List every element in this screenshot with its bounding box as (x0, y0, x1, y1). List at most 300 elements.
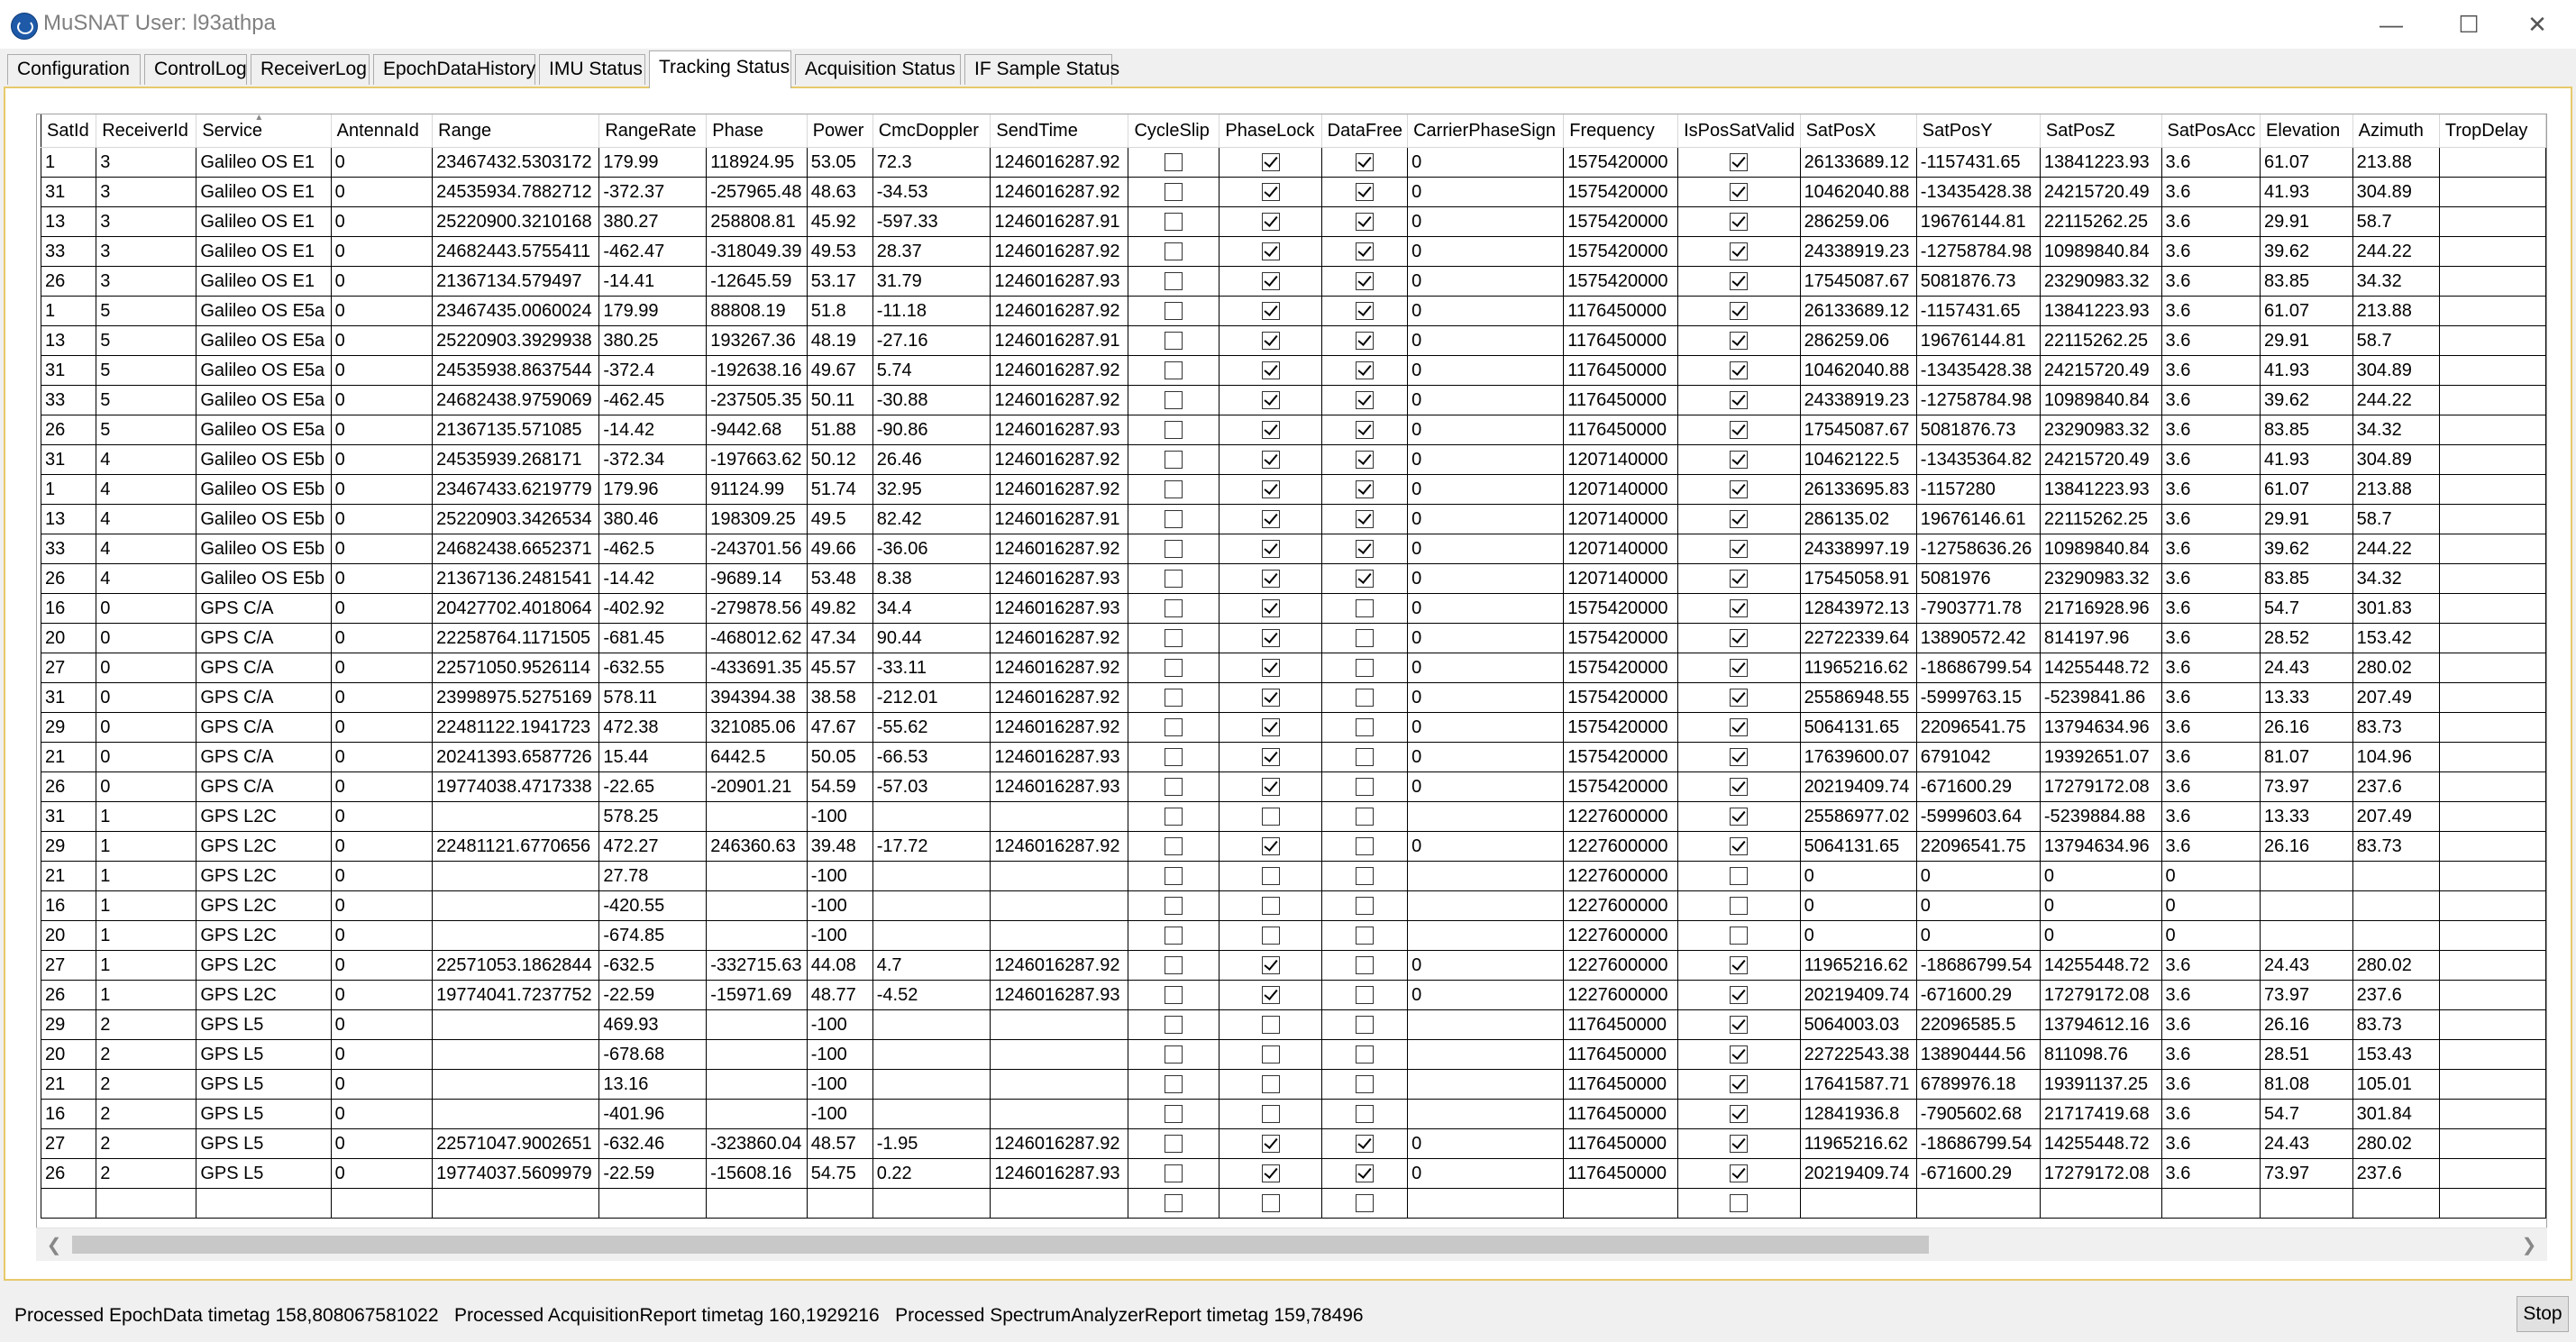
cell-elevation[interactable]: 61.07 (2261, 297, 2353, 326)
cell-satposx[interactable]: 10462040.88 (1800, 178, 1916, 207)
cell-satposy[interactable]: 0 (1916, 921, 2040, 951)
cell-satid[interactable]: 26 (41, 415, 96, 445)
cell-tropdelay[interactable] (2439, 564, 2545, 594)
phaselock-checkbox[interactable] (1262, 629, 1280, 647)
table-row[interactable] (41, 713, 2546, 743)
cell-elevation[interactable]: 41.93 (2261, 178, 2353, 207)
cell-carrierphasesign[interactable]: 0 (1408, 356, 1564, 386)
cell-service[interactable]: GPS C/A (196, 594, 331, 624)
cell-satposy[interactable]: 13890572.42 (1916, 624, 2040, 653)
cell-satid[interactable]: 13 (41, 207, 96, 237)
cell-satposx[interactable]: 17639600.07 (1800, 743, 1916, 772)
cell-phase[interactable]: 258808.81 (707, 207, 807, 237)
cell-satposy[interactable]: -671600.29 (1916, 1159, 2040, 1189)
datafree-checkbox[interactable] (1356, 927, 1374, 945)
cycleslip-checkbox[interactable] (1165, 1016, 1183, 1034)
cycleslip-checkbox[interactable] (1165, 451, 1183, 469)
cell-receiverid[interactable]: 5 (96, 356, 196, 386)
cell-antennaid[interactable]: 0 (331, 267, 433, 297)
cycleslip-checkbox[interactable] (1165, 242, 1183, 260)
cell-frequency[interactable]: 1207140000 (1564, 505, 1678, 534)
cell-tropdelay[interactable] (2439, 743, 2545, 772)
cell-receiverid[interactable]: 0 (96, 772, 196, 802)
cell-satposy[interactable]: 22096541.75 (1916, 832, 2040, 862)
cell-tropdelay[interactable] (2439, 921, 2545, 951)
cell-power[interactable]: 45.92 (807, 207, 872, 237)
cell-elevation[interactable]: 41.93 (2261, 445, 2353, 475)
cell-range[interactable]: 20241393.6587726 (433, 743, 599, 772)
cell-service[interactable]: GPS L5 (196, 1129, 331, 1159)
cell-satid[interactable]: 20 (41, 624, 96, 653)
cell-tropdelay[interactable] (2439, 237, 2545, 267)
phaselock-checkbox[interactable] (1262, 837, 1280, 855)
cell-carrierphasesign[interactable]: 0 (1408, 683, 1564, 713)
cell-sendtime[interactable] (991, 862, 1128, 891)
cell-phase[interactable]: -15971.69 (707, 981, 807, 1010)
cell-satposx[interactable]: 0 (1800, 862, 1916, 891)
cell-phase[interactable]: -9442.68 (707, 415, 807, 445)
cell-tropdelay[interactable] (2439, 862, 2545, 891)
table-row[interactable] (41, 237, 2546, 267)
ispossatvalid-checkbox[interactable] (1730, 689, 1748, 707)
cell-power[interactable]: 49.82 (807, 594, 872, 624)
cell-rangerate[interactable]: -372.37 (599, 178, 707, 207)
table-row[interactable] (41, 505, 2546, 534)
cell-carrierphasesign[interactable]: 0 (1408, 326, 1564, 356)
cell-azimuth[interactable]: 58.7 (2352, 505, 2439, 534)
datafree-checkbox[interactable] (1356, 599, 1374, 617)
datafree-checkbox[interactable] (1356, 570, 1374, 588)
cell-satposacc[interactable]: 3.6 (2161, 594, 2261, 624)
cycleslip-checkbox[interactable] (1165, 1164, 1183, 1182)
ispossatvalid-checkbox[interactable] (1730, 599, 1748, 617)
cell-antennaid[interactable]: 0 (331, 1040, 433, 1070)
cell-satposz[interactable]: 13794634.96 (2040, 713, 2161, 743)
cell-phase[interactable] (707, 1070, 807, 1100)
cell-satid[interactable]: 29 (41, 713, 96, 743)
cell-satid[interactable]: 31 (41, 802, 96, 832)
cell-rangerate[interactable] (599, 1189, 707, 1219)
cell-phase[interactable]: -332715.63 (707, 951, 807, 981)
cell-frequency[interactable]: 1227600000 (1564, 921, 1678, 951)
phaselock-checkbox[interactable] (1262, 867, 1280, 885)
cell-carrierphasesign[interactable]: 0 (1408, 1159, 1564, 1189)
cell-range[interactable]: 22481121.6770656 (433, 832, 599, 862)
cell-range[interactable]: 24535939.268171 (433, 445, 599, 475)
cell-power[interactable]: 47.67 (807, 713, 872, 743)
cell-cmcdoppler[interactable] (872, 1040, 991, 1070)
ispossatvalid-checkbox[interactable] (1730, 837, 1748, 855)
cell-satposy[interactable]: -12758784.98 (1916, 386, 2040, 415)
cell-tropdelay[interactable] (2439, 207, 2545, 237)
cell-carrierphasesign[interactable]: 0 (1408, 505, 1564, 534)
cell-satposacc[interactable]: 3.6 (2161, 534, 2261, 564)
cell-tropdelay[interactable] (2439, 505, 2545, 534)
table-row[interactable] (41, 832, 2546, 862)
cell-sendtime[interactable] (991, 891, 1128, 921)
cell-satid[interactable]: 16 (41, 891, 96, 921)
cell-antennaid[interactable]: 0 (331, 1159, 433, 1189)
cell-range[interactable]: 22571050.9526114 (433, 653, 599, 683)
cell-cmcdoppler[interactable] (872, 802, 991, 832)
cell-frequency[interactable]: 1227600000 (1564, 891, 1678, 921)
cell-phase[interactable] (707, 1189, 807, 1219)
datafree-checkbox[interactable] (1356, 480, 1374, 498)
cell-cmcdoppler[interactable]: -17.72 (872, 832, 991, 862)
cell-elevation[interactable]: 61.07 (2261, 475, 2353, 505)
tab-configuration[interactable]: Configuration (7, 54, 141, 85)
cell-azimuth[interactable]: 244.22 (2352, 386, 2439, 415)
cell-sendtime[interactable]: 1246016287.93 (991, 1159, 1128, 1189)
cell-satposacc[interactable]: 3.6 (2161, 297, 2261, 326)
cell-rangerate[interactable]: 179.99 (599, 297, 707, 326)
phaselock-checkbox[interactable] (1262, 272, 1280, 290)
cell-satposx[interactable]: 5064131.65 (1800, 713, 1916, 743)
phaselock-checkbox[interactable] (1262, 421, 1280, 439)
cell-tropdelay[interactable] (2439, 356, 2545, 386)
cell-range[interactable] (433, 862, 599, 891)
cell-cmcdoppler[interactable] (872, 921, 991, 951)
cell-satposz[interactable]: 21717419.68 (2040, 1100, 2161, 1129)
cell-receiverid[interactable]: 4 (96, 505, 196, 534)
cell-satposy[interactable]: 13890444.56 (1916, 1040, 2040, 1070)
ispossatvalid-checkbox[interactable] (1730, 718, 1748, 736)
cell-phase[interactable]: -243701.56 (707, 534, 807, 564)
ispossatvalid-checkbox[interactable] (1730, 659, 1748, 677)
cell-tropdelay[interactable] (2439, 981, 2545, 1010)
cell-satid[interactable]: 27 (41, 653, 96, 683)
ispossatvalid-checkbox[interactable] (1730, 153, 1748, 171)
cell-rangerate[interactable]: -14.42 (599, 415, 707, 445)
cell-antennaid[interactable]: 0 (331, 743, 433, 772)
cell-carrierphasesign[interactable]: 0 (1408, 534, 1564, 564)
cell-elevation[interactable]: 13.33 (2261, 802, 2353, 832)
cell-azimuth[interactable]: 237.6 (2352, 1159, 2439, 1189)
cell-range[interactable]: 24682438.6652371 (433, 534, 599, 564)
ispossatvalid-checkbox[interactable] (1730, 808, 1748, 826)
scroll-right-icon[interactable]: ❯ (2521, 1235, 2537, 1255)
cell-cmcdoppler[interactable]: -27.16 (872, 326, 991, 356)
cell-satposx[interactable]: 12841936.8 (1800, 1100, 1916, 1129)
cycleslip-checkbox[interactable] (1165, 421, 1183, 439)
cell-satposx[interactable]: 26133689.12 (1800, 297, 1916, 326)
cell-satposacc[interactable]: 3.6 (2161, 207, 2261, 237)
column-header-cmcdoppler[interactable] (872, 114, 991, 148)
cell-power[interactable]: 51.8 (807, 297, 872, 326)
column-header-satid[interactable] (41, 114, 96, 148)
column-header-service[interactable] (196, 114, 331, 148)
column-header-power[interactable] (807, 114, 872, 148)
cell-carrierphasesign[interactable]: 0 (1408, 267, 1564, 297)
cell-frequency[interactable]: 1176450000 (1564, 415, 1678, 445)
cell-tropdelay[interactable] (2439, 415, 2545, 445)
cell-satposx[interactable]: 286259.06 (1800, 207, 1916, 237)
cell-rangerate[interactable]: 179.96 (599, 475, 707, 505)
cell-carrierphasesign[interactable]: 0 (1408, 594, 1564, 624)
cell-service[interactable]: GPS L2C (196, 921, 331, 951)
cell-carrierphasesign[interactable]: 0 (1408, 653, 1564, 683)
cell-satposacc[interactable]: 3.6 (2161, 743, 2261, 772)
cell-elevation[interactable]: 73.97 (2261, 1159, 2353, 1189)
datafree-checkbox[interactable] (1356, 659, 1374, 677)
cell-azimuth[interactable]: 280.02 (2352, 653, 2439, 683)
cell-rangerate[interactable]: 15.44 (599, 743, 707, 772)
cell-antennaid[interactable]: 0 (331, 564, 433, 594)
ispossatvalid-checkbox[interactable] (1730, 986, 1748, 1004)
cell-satposz[interactable]: 814197.96 (2040, 624, 2161, 653)
cell-carrierphasesign[interactable] (1408, 802, 1564, 832)
cell-antennaid[interactable]: 0 (331, 534, 433, 564)
tracking-status-grid[interactable] (36, 114, 2547, 1249)
cell-satposx[interactable]: 25586977.02 (1800, 802, 1916, 832)
cell-carrierphasesign[interactable]: 0 (1408, 207, 1564, 237)
cell-satposacc[interactable]: 0 (2161, 891, 2261, 921)
cell-tropdelay[interactable] (2439, 1010, 2545, 1040)
cell-power[interactable]: -100 (807, 862, 872, 891)
cell-receiverid[interactable]: 0 (96, 683, 196, 713)
cell-range[interactable]: 24682438.9759069 (433, 386, 599, 415)
cell-phase[interactable]: -197663.62 (707, 445, 807, 475)
cell-power[interactable]: 49.5 (807, 505, 872, 534)
cell-receiverid[interactable]: 0 (96, 713, 196, 743)
cell-tropdelay[interactable] (2439, 1070, 2545, 1100)
cell-elevation[interactable]: 41.93 (2261, 356, 2353, 386)
cell-satid[interactable]: 16 (41, 1100, 96, 1129)
cell-satposz[interactable]: 24215720.49 (2040, 445, 2161, 475)
cell-receiverid[interactable]: 3 (96, 267, 196, 297)
cell-satid[interactable]: 1 (41, 148, 96, 178)
cell-power[interactable]: 49.53 (807, 237, 872, 267)
cell-elevation[interactable]: 13.33 (2261, 683, 2353, 713)
cell-satposacc[interactable]: 0 (2161, 921, 2261, 951)
table-row[interactable] (41, 1159, 2546, 1189)
cell-elevation[interactable]: 83.85 (2261, 564, 2353, 594)
cell-frequency[interactable]: 1176450000 (1564, 1129, 1678, 1159)
cell-service[interactable]: Galileo OS E5a (196, 326, 331, 356)
cell-frequency[interactable]: 1575420000 (1564, 148, 1678, 178)
cell-sendtime[interactable]: 1246016287.92 (991, 624, 1128, 653)
cell-rangerate[interactable]: 13.16 (599, 1070, 707, 1100)
datafree-checkbox[interactable] (1356, 1164, 1374, 1182)
cell-elevation[interactable]: 39.62 (2261, 237, 2353, 267)
cell-antennaid[interactable]: 0 (331, 475, 433, 505)
cell-rangerate[interactable]: -632.5 (599, 951, 707, 981)
datafree-checkbox[interactable] (1356, 332, 1374, 350)
cell-antennaid[interactable]: 0 (331, 832, 433, 862)
cell-power[interactable]: 50.05 (807, 743, 872, 772)
cell-carrierphasesign[interactable]: 0 (1408, 178, 1564, 207)
datafree-checkbox[interactable] (1356, 183, 1374, 201)
cycleslip-checkbox[interactable] (1165, 510, 1183, 528)
cell-satposz[interactable]: 17279172.08 (2040, 772, 2161, 802)
column-header-phaselock[interactable] (1219, 114, 1321, 148)
column-header-carrierphasesign[interactable] (1408, 114, 1564, 148)
cell-carrierphasesign[interactable] (1408, 1100, 1564, 1129)
cell-range[interactable]: 21367134.579497 (433, 267, 599, 297)
cell-satid[interactable]: 1 (41, 297, 96, 326)
cell-cmcdoppler[interactable] (872, 1010, 991, 1040)
phaselock-checkbox[interactable] (1262, 183, 1280, 201)
cell-satposz[interactable]: -5239884.88 (2040, 802, 2161, 832)
cell-cmcdoppler[interactable]: -66.53 (872, 743, 991, 772)
cell-satid[interactable]: 26 (41, 564, 96, 594)
cell-range[interactable] (433, 1040, 599, 1070)
cell-antennaid[interactable]: 0 (331, 326, 433, 356)
ispossatvalid-checkbox[interactable] (1730, 778, 1748, 796)
cell-cmcdoppler[interactable]: 31.79 (872, 267, 991, 297)
cell-carrierphasesign[interactable]: 0 (1408, 148, 1564, 178)
cell-sendtime[interactable] (991, 1010, 1128, 1040)
cell-cmcdoppler[interactable] (872, 1189, 991, 1219)
cell-frequency[interactable]: 1227600000 (1564, 951, 1678, 981)
cell-satposz[interactable]: 21716928.96 (2040, 594, 2161, 624)
cell-cmcdoppler[interactable] (872, 891, 991, 921)
cell-range[interactable]: 20427702.4018064 (433, 594, 599, 624)
cell-satposacc[interactable]: 3.6 (2161, 772, 2261, 802)
cell-frequency[interactable]: 1176450000 (1564, 1100, 1678, 1129)
cell-azimuth[interactable]: 301.84 (2352, 1100, 2439, 1129)
cell-elevation[interactable]: 28.52 (2261, 624, 2353, 653)
cell-antennaid[interactable] (331, 1189, 433, 1219)
cell-tropdelay[interactable] (2439, 683, 2545, 713)
cell-tropdelay[interactable] (2439, 653, 2545, 683)
table-row[interactable] (41, 1010, 2546, 1040)
cell-satposacc[interactable]: 3.6 (2161, 445, 2261, 475)
cell-satposacc[interactable]: 3.6 (2161, 475, 2261, 505)
cell-range[interactable]: 19774037.5609979 (433, 1159, 599, 1189)
cell-frequency[interactable]: 1227600000 (1564, 981, 1678, 1010)
phaselock-checkbox[interactable] (1262, 451, 1280, 469)
datafree-checkbox[interactable] (1356, 242, 1374, 260)
cycleslip-checkbox[interactable] (1165, 540, 1183, 558)
table-row[interactable] (41, 564, 2546, 594)
cell-range[interactable]: 23998975.5275169 (433, 683, 599, 713)
cell-antennaid[interactable]: 0 (331, 862, 433, 891)
cell-range[interactable]: 22258764.1171505 (433, 624, 599, 653)
cell-service[interactable]: Galileo OS E1 (196, 237, 331, 267)
cell-satposacc[interactable]: 3.6 (2161, 1159, 2261, 1189)
cell-elevation[interactable] (2261, 891, 2353, 921)
cell-elevation[interactable]: 83.85 (2261, 415, 2353, 445)
cell-tropdelay[interactable] (2439, 713, 2545, 743)
cell-range[interactable] (433, 891, 599, 921)
cell-azimuth[interactable] (2352, 862, 2439, 891)
cell-azimuth[interactable]: 207.49 (2352, 683, 2439, 713)
cell-power[interactable]: 51.74 (807, 475, 872, 505)
ispossatvalid-checkbox[interactable] (1730, 1075, 1748, 1093)
cell-antennaid[interactable]: 0 (331, 505, 433, 534)
cell-satposy[interactable]: -12758784.98 (1916, 237, 2040, 267)
column-header-azimuth[interactable] (2352, 114, 2439, 148)
cell-satid[interactable]: 33 (41, 534, 96, 564)
cell-rangerate[interactable]: -22.65 (599, 772, 707, 802)
table-row[interactable] (41, 653, 2546, 683)
cell-sendtime[interactable]: 1246016287.92 (991, 148, 1128, 178)
cell-range[interactable]: 22481122.1941723 (433, 713, 599, 743)
cell-range[interactable]: 22571053.1862844 (433, 951, 599, 981)
datafree-checkbox[interactable] (1356, 837, 1374, 855)
cell-rangerate[interactable]: 27.78 (599, 862, 707, 891)
phaselock-checkbox[interactable] (1262, 302, 1280, 320)
cell-azimuth[interactable]: 58.7 (2352, 207, 2439, 237)
cell-satposz[interactable]: 22115262.25 (2040, 207, 2161, 237)
cell-cmcdoppler[interactable]: -11.18 (872, 297, 991, 326)
cell-satposz[interactable]: 13841223.93 (2040, 297, 2161, 326)
cell-range[interactable]: 25220903.3929938 (433, 326, 599, 356)
cell-service[interactable]: GPS C/A (196, 683, 331, 713)
cell-power[interactable]: 51.88 (807, 415, 872, 445)
cell-rangerate[interactable]: 179.99 (599, 148, 707, 178)
phaselock-checkbox[interactable] (1262, 570, 1280, 588)
cell-carrierphasesign[interactable] (1408, 1040, 1564, 1070)
cell-tropdelay[interactable] (2439, 386, 2545, 415)
cell-tropdelay[interactable] (2439, 534, 2545, 564)
cycleslip-checkbox[interactable] (1165, 927, 1183, 945)
cell-receiverid[interactable]: 1 (96, 981, 196, 1010)
stop-button[interactable]: Stop (2517, 1296, 2569, 1332)
cell-satid[interactable]: 31 (41, 178, 96, 207)
cell-sendtime[interactable]: 1246016287.93 (991, 415, 1128, 445)
cell-elevation[interactable]: 61.07 (2261, 148, 2353, 178)
cell-elevation[interactable]: 81.08 (2261, 1070, 2353, 1100)
cell-range[interactable] (433, 1189, 599, 1219)
cell-phase[interactable]: -318049.39 (707, 237, 807, 267)
cell-satposz[interactable]: 13841223.93 (2040, 148, 2161, 178)
cell-cmcdoppler[interactable]: -57.03 (872, 772, 991, 802)
cell-azimuth[interactable]: 58.7 (2352, 326, 2439, 356)
ispossatvalid-checkbox[interactable] (1730, 242, 1748, 260)
cell-tropdelay[interactable] (2439, 178, 2545, 207)
cell-receiverid[interactable]: 2 (96, 1010, 196, 1040)
cell-satposx[interactable]: 24338919.23 (1800, 386, 1916, 415)
cell-service[interactable]: GPS L2C (196, 951, 331, 981)
cell-satposacc[interactable]: 3.6 (2161, 683, 2261, 713)
cell-azimuth[interactable]: 237.6 (2352, 772, 2439, 802)
cell-satposx[interactable]: 5064003.03 (1800, 1010, 1916, 1040)
datafree-checkbox[interactable] (1356, 1045, 1374, 1064)
cell-satid[interactable]: 27 (41, 951, 96, 981)
table-row[interactable] (41, 1040, 2546, 1070)
column-header-rangerate[interactable] (599, 114, 707, 148)
cell-range[interactable]: 22571047.9002651 (433, 1129, 599, 1159)
cell-satposacc[interactable]: 3.6 (2161, 624, 2261, 653)
datafree-checkbox[interactable] (1356, 748, 1374, 766)
ispossatvalid-checkbox[interactable] (1730, 332, 1748, 350)
cell-phase[interactable]: 394394.38 (707, 683, 807, 713)
cell-tropdelay[interactable] (2439, 445, 2545, 475)
cycleslip-checkbox[interactable] (1165, 599, 1183, 617)
cell-service[interactable]: GPS C/A (196, 624, 331, 653)
cell-satposz[interactable]: 0 (2040, 891, 2161, 921)
table-row[interactable] (41, 475, 2546, 505)
cell-satposacc[interactable]: 3.6 (2161, 386, 2261, 415)
cell-satid[interactable]: 29 (41, 1010, 96, 1040)
cell-satposy[interactable]: -1157431.65 (1916, 297, 2040, 326)
cell-carrierphasesign[interactable]: 0 (1408, 237, 1564, 267)
cell-phase[interactable]: 88808.19 (707, 297, 807, 326)
cell-satposacc[interactable]: 3.6 (2161, 237, 2261, 267)
datafree-checkbox[interactable] (1356, 718, 1374, 736)
cell-satposacc[interactable]: 3.6 (2161, 415, 2261, 445)
cell-antennaid[interactable]: 0 (331, 772, 433, 802)
phaselock-checkbox[interactable] (1262, 808, 1280, 826)
datafree-checkbox[interactable] (1356, 956, 1374, 974)
column-header-elevation[interactable] (2261, 114, 2353, 148)
cell-cmcdoppler[interactable]: 32.95 (872, 475, 991, 505)
ispossatvalid-checkbox[interactable] (1730, 361, 1748, 379)
cell-sendtime[interactable]: 1246016287.93 (991, 267, 1128, 297)
cell-antennaid[interactable]: 0 (331, 178, 433, 207)
